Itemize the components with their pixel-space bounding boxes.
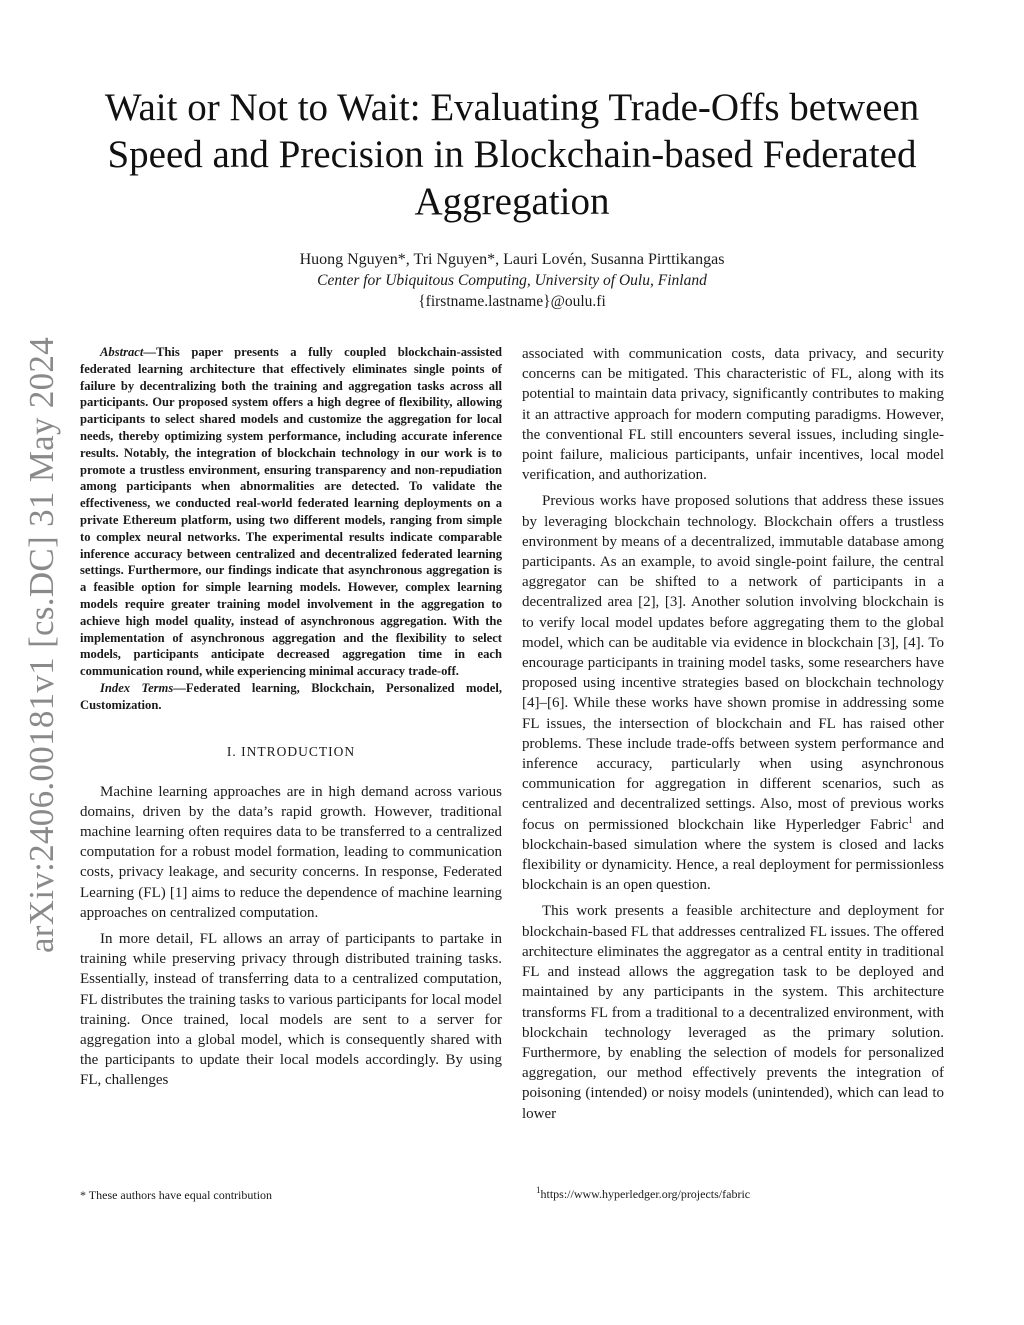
arxiv-identifier-text: arXiv:2406.00181v1 [cs.DC] 31 May 2024 bbox=[22, 336, 61, 954]
index-terms bbox=[80, 680, 502, 714]
footnote-number: 1 bbox=[536, 1185, 541, 1195]
author-affiliation: Center for Ubiquitous Computing, University of Oulu, Finland bbox=[317, 272, 707, 289]
right-column bbox=[522, 344, 944, 1130]
footnote-hyperledger-url: https://www.hyperledger.org/projects/fabric bbox=[540, 1187, 751, 1201]
intro-paragraph-3-text-a: Previous works have proposed solutions that address these issues by leveraging blockchain technology. Blockchain offers a trustless environment by means of a decentralized, immutable database among participants. As an example, to avoid single-point failure, the central aggregator can be shifted to a network of participants in a decentralized area [2], [3]. Another solution involving blockchain is to verify local model updates before aggregating them to the global model, which can be auditable via evidence in blockchain [3], [4]. To encourage participants in training model tasks, some researchers have proposed using incentive strategies based on blockchain technology [4]–[6]. While these works have shown promise in addressing some FL issues, the intersection of blockchain and FL has raised other problems. These include trade-offs between system performance and inference accuracy, particularly when using asynchronous communication for aggregation in different scenarios, such as centralized and decentralized settings. Also, most of previous works focus on permissioned blockchain like Hyperledger Fabric bbox=[522, 493, 944, 833]
author-list: Huong Nguyen*, Tri Nguyen*, Lauri Lovén, Susanna Pirttikangas bbox=[299, 251, 725, 268]
intro-paragraph-3 bbox=[522, 491, 944, 895]
index-terms-label: Index Terms bbox=[100, 680, 174, 695]
abstract bbox=[80, 344, 502, 680]
paper-title: Wait or Not to Wait: Evaluating Trade-Offs between Speed and Precision in Blockchain-based Federated Aggregation bbox=[104, 86, 920, 223]
arxiv-identifier-stamp bbox=[14, 336, 70, 954]
footnote-marker-1: 1 bbox=[908, 814, 913, 825]
intro-paragraph-2-continued: associated with communication costs, data privacy, and security concerns can be mitigated. This characteristic of FL, along with its potential to maintain data privacy, significantly contributes to making it an attractive approach for modern computing paradigms. However, the conventional FL still encounters several issues, including single-point failure, malicious participants, unfair incentives, local model verification, and authorization. bbox=[522, 346, 944, 484]
intro-paragraph-4: This work presents a feasible architecture and deployment for blockchain-based FL that addresses centralized FL issues. The offered architecture eliminates the aggregator as a central entity in traditional FL and instead allows the aggregation task to be deployed and maintained by any participants in the system. This architecture transforms FL from a traditional to a decentralized environment, with blockchain technology leveraged as the primary solution. Furthermore, by enabling the selection of models for personalized aggregation, our method effectively prevents the integration of poisoning (intended) or noisy models (unintended), which can lead to lower bbox=[522, 903, 944, 1122]
intro-paragraph-1: Machine learning approaches are in high demand across various domains, driven by the data’s rapid growth. However, traditional machine learning often requires data to be transferred to a centralized computation for a robust model formation, leading to communication costs, privacy leakage, and security concerns. In response, Federated Learning (FL) [1] aims to reduce the dependence of machine learning approaches on centralized computation. bbox=[80, 783, 502, 921]
intro-paragraph-3-text-b: and blockchain-based simulation where the system is closed and lacks flexibility or dynamicity. Hence, a real deployment for permissionless blockchain is an open question. bbox=[522, 816, 944, 894]
intro-paragraph-2: In more detail, FL allows an array of participants to partake in training while preserving privacy through distributed training tasks. Essentially, instead of transferring data to a centralized computation, FL distributes the training tasks to various participants for local model training. Once trained, local models are sent to a server for aggregation into a global model, which is consequently shared with the participants to update their local models accordingly. By using FL, challenges bbox=[80, 930, 502, 1089]
section-heading-introduction: I. INTRODUCTION bbox=[226, 743, 356, 759]
footnote-hyperledger bbox=[536, 1186, 956, 1202]
abstract-label: Abstract bbox=[100, 345, 144, 359]
author-email: {firstname.lastname}@oulu.fi bbox=[418, 293, 606, 310]
footnote-equal-contribution: * These authors have equal contribution bbox=[80, 1188, 273, 1202]
abstract-text: —This paper presents a fully coupled blockchain-assisted federated learning architecture that effectively eliminates single points of failure by decentralizing both the training and aggregation tasks across all participants. Our proposed system offers a high degree of flexibility, allowing participants to select shared models and customize the aggregation for local needs, thereby optimizing system performance, including accurate inference results. Notably, the integration of blockchain technology in our work is to promote a trustless environment, ensuring transparency and non-repudiation among participants when abnormalities are detected. To validate the effectiveness, we conducted real-world federated learning deployments on a private Ethereum platform, using two different models, ranging from simple to complex neural networks. The experimental results indicate comparable inference accuracy between centralized and decentralized federated learning settings. Furthermore, our findings indicate that asynchronous aggregation is a feasible option for simple learning models. However, complex learning models require greater training model involvement in the aggregation to achieve high model quality, instead of asynchronous aggregation. With the implementation of asynchronous aggregation and the flexibility to select models, participants anticipate decreased aggregation time in each communication round, while experiencing minimal accuracy trade-off. bbox=[80, 345, 502, 679]
index-terms-text: —Federated learning, Blockchain, Personalized model, Customization. bbox=[80, 680, 503, 712]
left-column bbox=[80, 344, 502, 1097]
